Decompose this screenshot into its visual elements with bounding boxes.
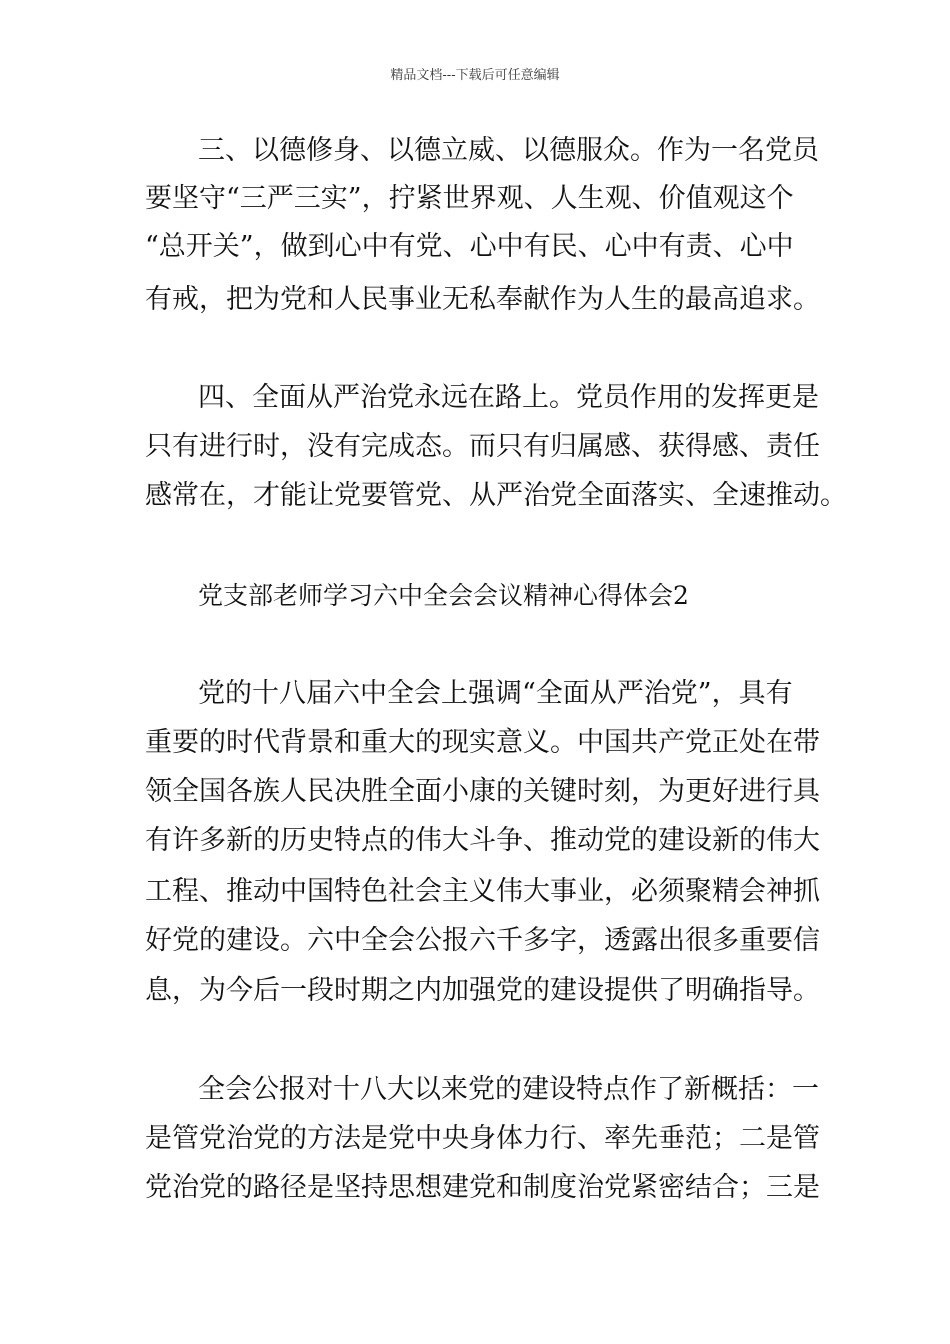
paragraph-line: 只有进行时，没有完成态。而只有归属感、获得感、责任 xyxy=(145,431,820,462)
section-title: 党支部老师学习六中全会会议精神心得体会2 xyxy=(198,581,689,610)
paragraph-line: 工程、推动中国特色社会主义伟大事业，必须聚精会神抓 xyxy=(145,876,820,907)
paragraph-line: 是管党治党的方法是党中央身体力行、率先垂范；二是管 xyxy=(145,1123,820,1154)
paragraph-line: 息，为今后一段时期之内加强党的建设提供了明确指导。 xyxy=(145,975,820,1006)
paragraph-line: “总开关”，做到心中有党、心中有民、心中有责、心中 xyxy=(145,231,794,262)
paragraph-line: 好党的建设。六中全会公报六千多字，透露出很多重要信 xyxy=(145,925,820,956)
paragraph-line: 重要的时代背景和重大的现实意义。中国共产党正处在带 xyxy=(145,727,820,758)
paragraph-line: 领全国各族人民决胜全面小康的关键时刻，为更好进行具 xyxy=(145,776,820,807)
paragraph-line: 党的十八届六中全会上强调“全面从严治党”，具有 xyxy=(198,678,793,709)
paragraph-line: 党治党的路径是坚持思想建党和制度治党紧密结合；三是 xyxy=(145,1172,820,1203)
paragraph-line: 感常在，才能让党要管党、从严治党全面落实、全速推动。 xyxy=(145,480,847,511)
paragraph-line: 全会公报对十八大以来党的建设特点作了新概括：一 xyxy=(198,1074,819,1105)
paragraph-line: 有戒，把为党和人民事业无私奉献作为人生的最高追求。 xyxy=(145,284,820,315)
paragraph-line: 三、以德修身、以德立威、以德服众。作为一名党员 xyxy=(198,135,819,166)
paragraph-line: 有许多新的历史特点的伟大斗争、推动党的建设新的伟大 xyxy=(145,825,820,856)
page-header: 精品文档---下载后可任意编辑 xyxy=(390,68,560,83)
paragraph-line: 四、全面从严治党永远在路上。党员作用的发挥更是 xyxy=(198,382,819,413)
paragraph-line: 要坚守“三严三实”，拧紧世界观、人生观、价值观这个 xyxy=(145,183,794,214)
